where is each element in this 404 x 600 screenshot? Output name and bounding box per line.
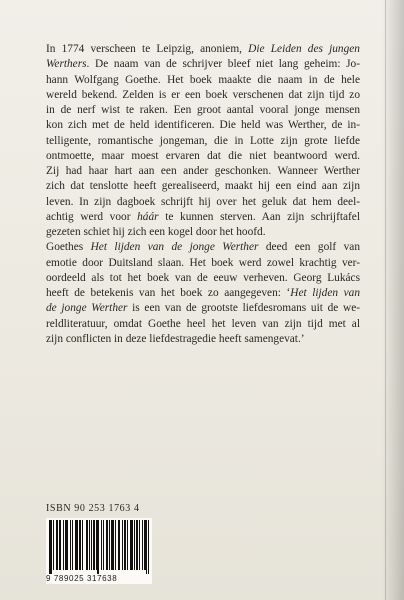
barcode-bar: [77, 520, 78, 570]
barcode-bar: [98, 520, 99, 574]
paragraph-2-line: oordeeld als tot het boek van de eeuw verheven. Georg Lukács: [46, 271, 360, 284]
barcode-bar: [127, 520, 128, 570]
barcode-bar: [130, 520, 131, 570]
barcode-bar: [107, 520, 108, 570]
barcode-digits: 9 789025 317638: [46, 574, 152, 584]
paragraph-1-line: hann Wolfgang Goethe. Het boek maakte die naam in de hele: [46, 73, 360, 86]
paragraph-1-line: zich dat tenslotte heeft gerealiseerd, maakt hij een eind aan zijn: [46, 180, 360, 193]
barcode-bar: [109, 520, 110, 570]
barcode-bar: [134, 520, 135, 570]
paragraph-1-line: telligente, romantische jongeman, die in Lotte zijn grote liefde: [46, 134, 360, 147]
paragraph-2-line: de jonge Werther is een van de grootste liefdesromans uit de we-: [46, 302, 361, 315]
paragraph-1-line: Zij had haar hart aan een ander geschonken. Wanneer Werther: [46, 165, 360, 177]
blurb-text: [46, 42, 360, 347]
barcode-bar: [59, 520, 60, 570]
barcode-bar: [51, 520, 52, 574]
barcode-bar: [101, 520, 102, 570]
barcode-bar: [79, 520, 80, 570]
barcode-bar: [148, 520, 149, 574]
barcode-bar: [144, 520, 145, 570]
paragraph-2-line: zijn conflicten in deze liefdestragedie heeft samengevat.’: [46, 332, 305, 345]
paragraph-2-line: emotie door Duitsland slaan. Het boek werd zowel krachtig ver-: [46, 256, 360, 269]
paragraph-2-line: reldliteratuur, omdat Goethe heel het leven van zijn tijd met al: [46, 317, 360, 330]
barcode-bar: [76, 520, 77, 570]
barcode-bar: [82, 520, 83, 570]
spine-edge: [385, 0, 386, 600]
paragraph-1-line: wereld bekend. Zelden is er een boek verschenen dat zijn tijd zo: [46, 88, 360, 101]
barcode-bar: [94, 520, 95, 570]
paragraph-2-line: heeft de betekenis van het boek zo aangegeven: ‘Het lijden van: [46, 287, 360, 299]
barcode-bar: [65, 520, 66, 570]
barcode-bar: [112, 520, 113, 570]
barcode-bar: [132, 520, 133, 570]
barcode-bar: [124, 520, 125, 570]
isbn-label: ISBN 90 253 1763 4: [46, 503, 140, 514]
paragraph-1-line: achtig werd voor háár te kunnen sterven. Aan zijn schrijftafel: [46, 210, 360, 223]
barcode-bar: [60, 520, 61, 570]
barcode-bar: [49, 520, 50, 574]
barcode-bar: [72, 520, 73, 570]
barcode-bar: [145, 520, 146, 570]
barcode-bar: [106, 520, 107, 570]
barcode-bar: [139, 520, 140, 570]
barcode-bar: [118, 520, 119, 570]
barcode-bar: [122, 520, 123, 570]
barcode-bar: [67, 520, 68, 570]
barcode-bar: [91, 520, 92, 570]
paragraph-1-line: Werthers. De naam van de schrijver bleef niet lang geheim: Jo-: [46, 58, 360, 71]
paragraph-1-line: gezeten schiet hij zich een kogel door het hoofd.: [46, 226, 266, 238]
barcode-bar: [142, 520, 143, 570]
barcode-bar: [113, 520, 114, 570]
barcode-bar: [66, 520, 67, 570]
paragraph-1-line: ontmoette, maar moest ervaren dat die niet beantwoord werd.: [46, 149, 360, 162]
barcode-bar: [70, 520, 71, 570]
blurb-paragraph-2: [46, 240, 360, 347]
barcode-bar: [87, 520, 88, 570]
barcode-bar: [89, 520, 90, 570]
barcode: [46, 518, 152, 574]
paragraph-2-line: Goethes Het lijden van de jonge Werther deed een golf van: [46, 241, 360, 254]
barcode-bars: [46, 518, 152, 574]
barcode-bar: [57, 520, 58, 570]
barcode-bar: [75, 520, 76, 570]
barcode-bar: [80, 520, 81, 570]
blurb-paragraph-1: [46, 42, 360, 240]
paragraph-1-line: in de nerf wist te raken. Een groot aantal vooral jonge mensen: [46, 104, 360, 116]
barcode-bar: [111, 520, 112, 570]
barcode-bar: [137, 520, 138, 570]
paragraph-1-line: In 1774 verscheen te Leipzig, anoniem, Die Leiden des jungen: [46, 43, 360, 55]
barcode-bar: [115, 520, 116, 570]
barcode-bar: [50, 520, 51, 574]
barcode-bar: [86, 520, 87, 570]
barcode-bar: [103, 520, 104, 570]
barcode-bar: [56, 520, 57, 570]
barcode-bar: [136, 520, 137, 570]
barcode-bar: [53, 520, 54, 570]
barcode-bar: [146, 520, 147, 574]
barcode-bar: [96, 520, 97, 570]
barcode-bar: [119, 520, 120, 570]
paragraph-1-line: leven. In zijn dagboek schrijft hij over het geluk dat hem deel-: [46, 195, 360, 208]
paragraph-1-line: kon zich met de held identificeren. Die held was Werther, de in-: [46, 119, 360, 132]
barcode-bar: [131, 520, 132, 570]
barcode-bar: [97, 520, 98, 574]
barcode-bar: [125, 520, 126, 570]
barcode-bar: [93, 520, 94, 570]
barcode-bar: [63, 520, 64, 570]
